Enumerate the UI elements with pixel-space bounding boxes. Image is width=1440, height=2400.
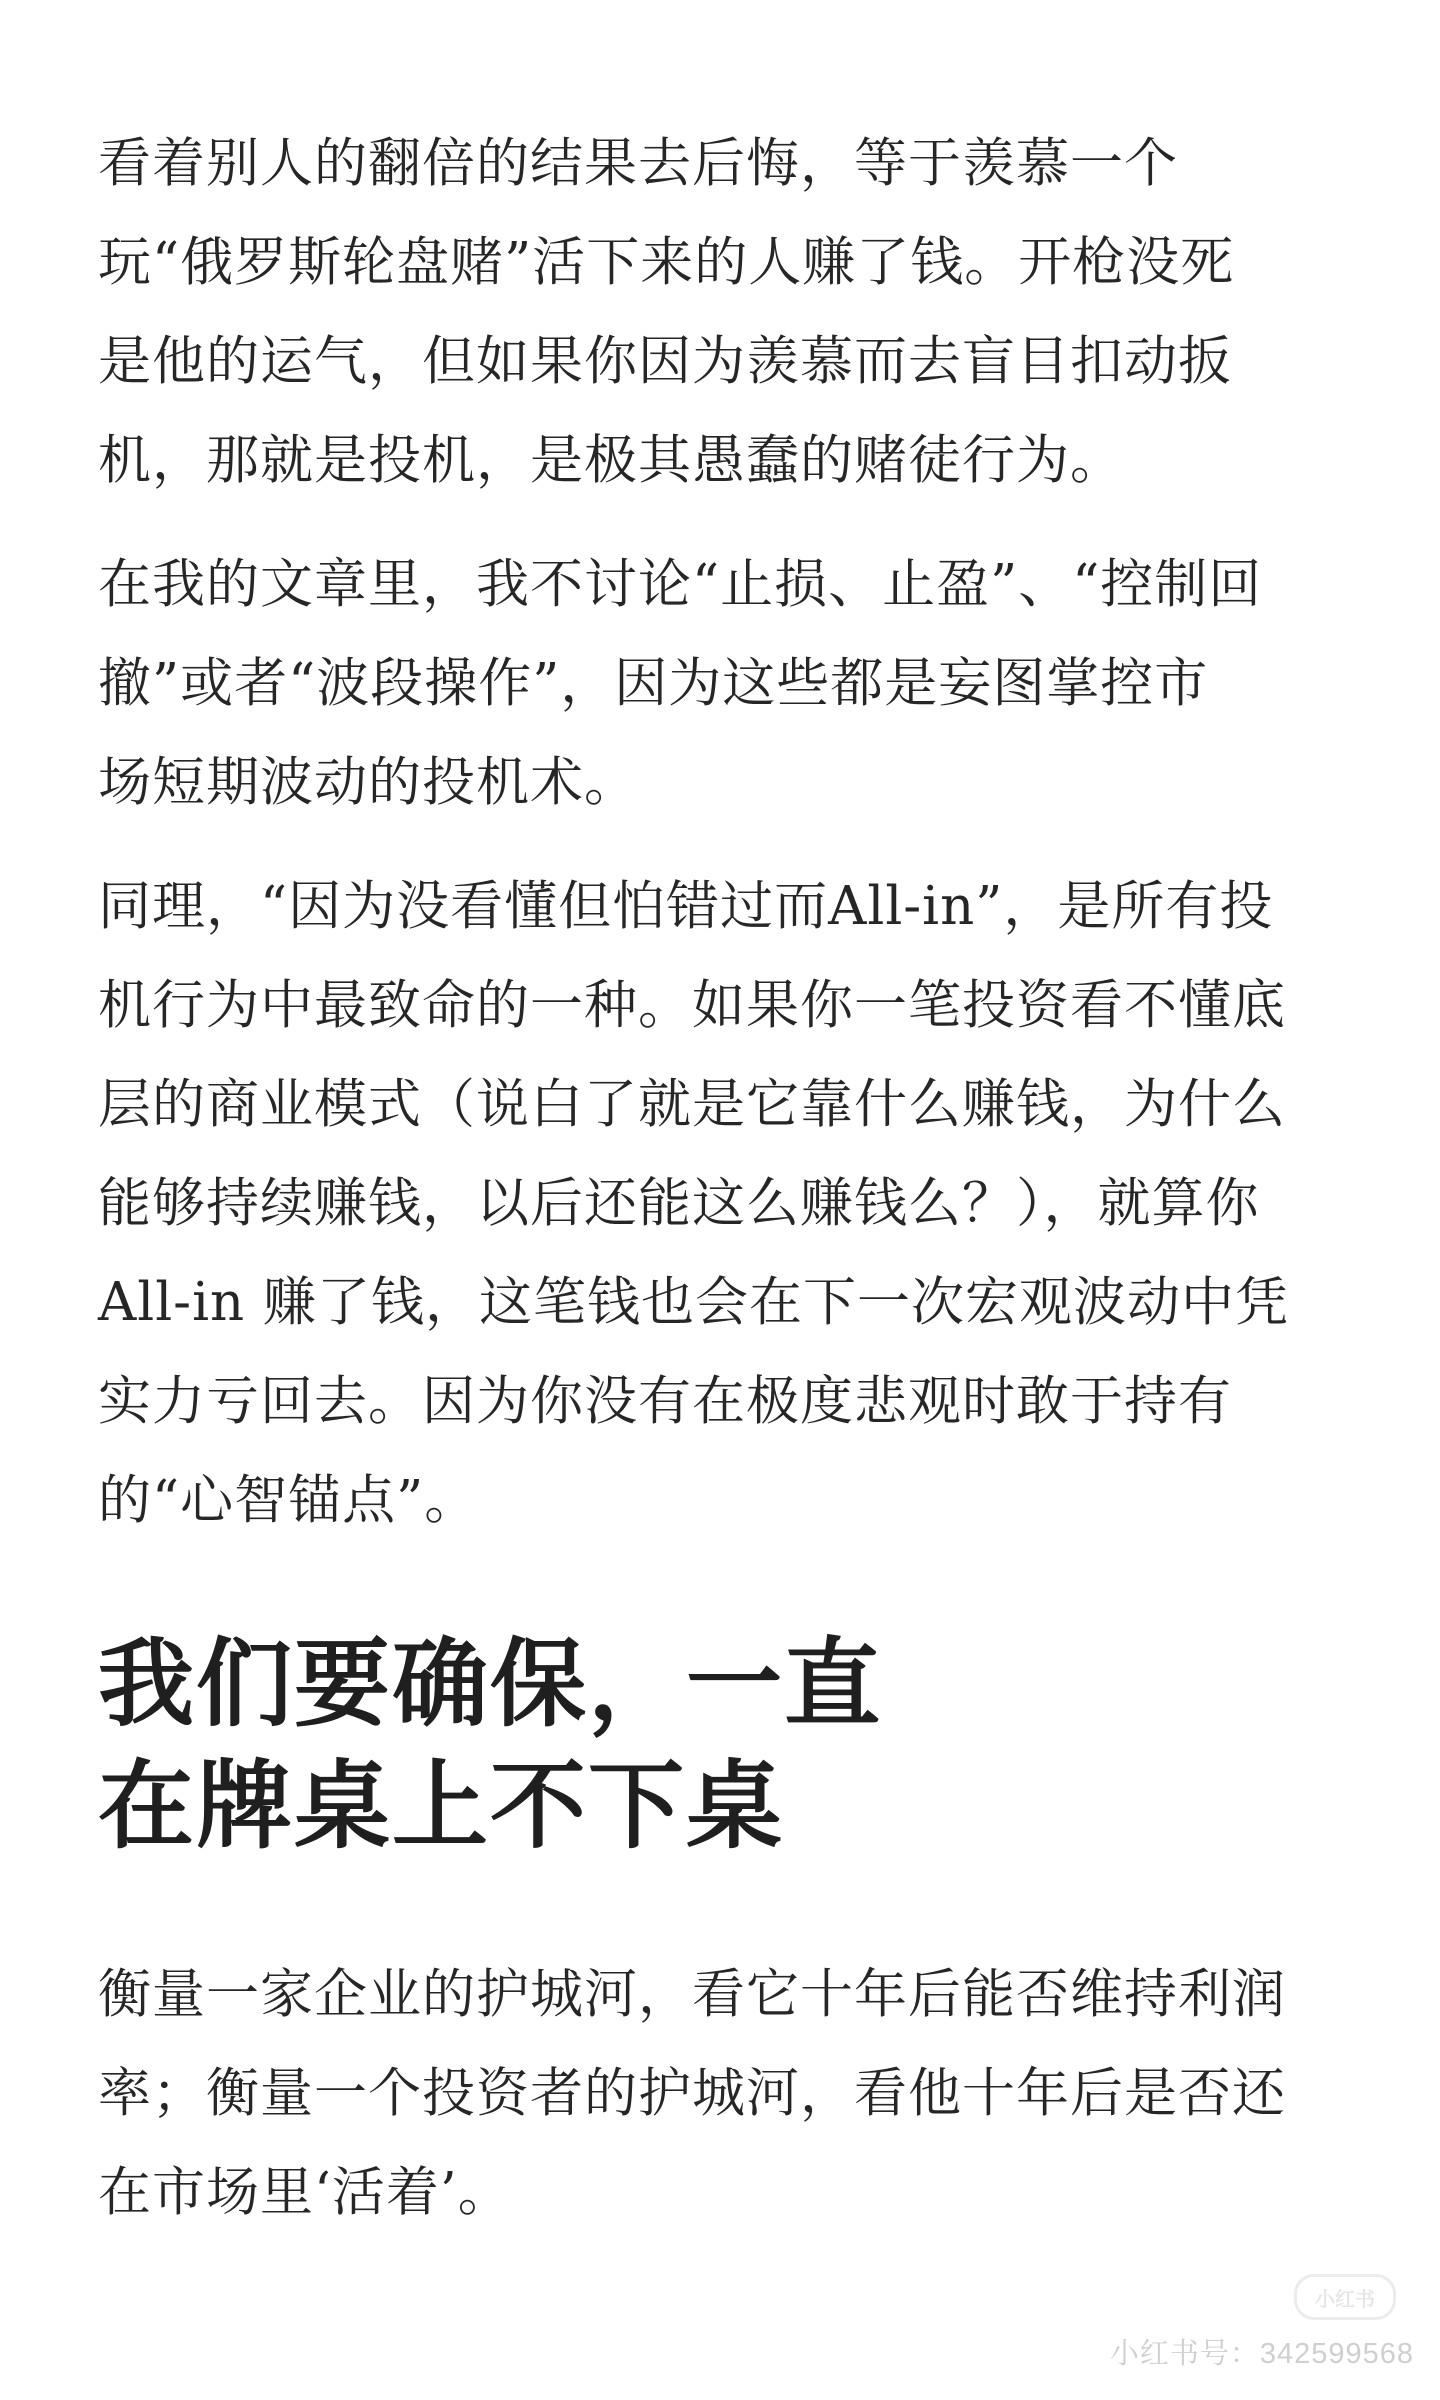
text-line: 机，那就是投机，是极其愚蠢的赌徒行为。 [98,430,1124,491]
text-line: 看着别人的翻倍的结果去后悔，等于羡慕一个 [98,133,1178,194]
paragraph-1 [98,114,1348,510]
heading-line: 在牌桌上不下桌 [98,1749,784,1862]
text-line: 在市场里‘活着’。 [98,2162,512,2223]
text-line: 实力亏回去。因为你没有在极度悲观时敢于持有 [98,1371,1232,1432]
heading-line: 我们要确保，一直 [98,1627,882,1740]
text-line: 机行为中最致命的一种。如果你一笔投资看不懂底 [98,975,1286,1036]
text-line: 玩“俄罗斯轮盘赌”活下来的人赚了钱。开枪没死 [98,232,1235,293]
watermark-id: 小红书号：342599568 [1109,2338,1414,2370]
text-line: 在我的文章里，我不讨论“止损、止盈”、“控制回 [98,554,1263,615]
paragraph-2 [98,535,1348,832]
text-line: 场短期波动的投机术。 [98,752,638,813]
xiaohongshu-logo: 小红书 [1294,2274,1396,2320]
text-line: All-in 赚了钱，这笔钱也会在下一次宏观波动中凭 [98,1272,1290,1333]
text-line: 能够持续赚钱，以后还能这么赚钱么？），就算你 [98,1173,1260,1234]
text-line: 衡量一家企业的护城河，看它十年后能否维持利润 [98,1964,1286,2025]
text-line: 的“心智锚点”。 [98,1470,479,1531]
text-line: 是他的运气，但如果你因为羡慕而去盲目扣动扳 [98,331,1232,392]
text-line: 层的商业模式（说白了就是它靠什么赚钱，为什么 [98,1074,1286,1135]
text-line: 同理，“因为没看懂但怕错过而All-in”，是所有投 [98,876,1274,937]
text-line: 撤”或者“波段操作”，因为这些都是妄图掌控市 [98,653,1209,714]
paragraph-4 [98,1945,1348,2242]
section-heading [98,1623,1348,1867]
article-body [98,114,1348,2242]
paragraph-3 [98,857,1348,1550]
text-line: 率；衡量一个投资者的护城河，看他十年后是否还 [98,2063,1286,2124]
